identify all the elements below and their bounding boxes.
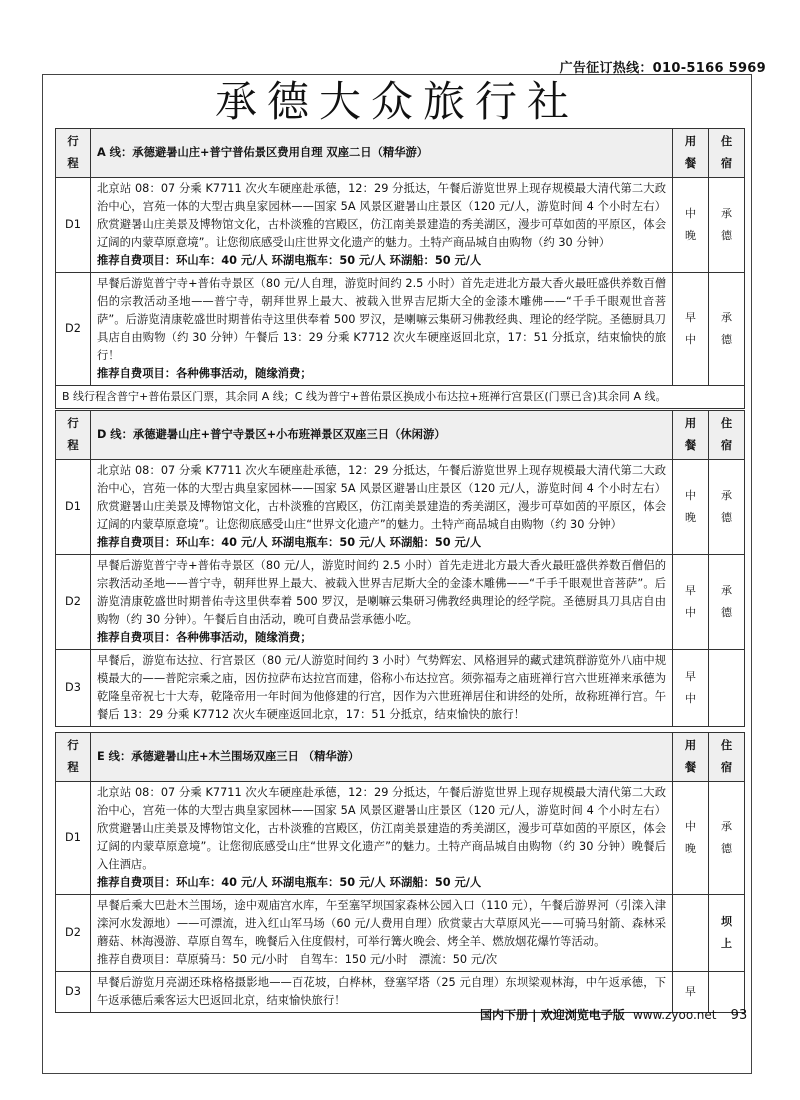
day-description [91, 650, 673, 727]
route-d-table [55, 410, 745, 727]
itinerary-header: 行程 [56, 129, 91, 178]
lodging-cell: 坝上 [709, 895, 745, 972]
day-text: 早餐后，游览布达拉、行宫景区（80 元/人游览时间约 3 小时）气势辉宏、风格迥异的藏式建筑群游览外八庙中规模最大的——普陀宗乘之庙，因仿拉萨布达拉宫而建，俗称小布达拉宫。须弥福寿之庙班禅行宫六世班禅来承德为乾隆皇帝祝七十大寿，乾隆帝用一年时间为他修建的行宫，因作为六世班禅居住和讲经的处所，故称班禅行宫。午餐后 13：29 分乘 K7712 次火车硬座返回北京，17：51 分抵京，结束愉快的旅行！ [97, 654, 666, 721]
day-text: 北京站 08：07 分乘 K7711 次火车硬座赴承德，12：29 分抵达，午餐后游览世界上现存规模最大清代第二大政治中心，宫苑一体的大型古典皇家园林——国家 5A 风景区避暑山庄景区（120 元/人，游览时间 4 个小时左右）欣赏避暑山庄美景及博物馆文化，古朴淡雅的宫殿区，仿江南美景建造的秀美湖区，漫步可草如茵的平原区，体会辽阔的内蒙草原意境”。让您彻底感受山庄世界文化遗产的魅力。土特产商品城自由购物（约 30 分钟） [97, 182, 666, 249]
itinerary-header: 行程 [56, 411, 91, 460]
day-label: D1 [56, 178, 91, 273]
meals-header: 用餐 [673, 733, 709, 782]
route-note: B 线行程含普宁+普佑景区门票，其余同 A 线；C 线为普宁+普佑景区换成小布达拉+班禅行宫景区(门票已含)其余同 A 线。 [56, 386, 745, 409]
day-label: D3 [56, 650, 91, 727]
meals-cell: 中晚 [673, 782, 709, 895]
lodging-cell [709, 650, 745, 727]
page-footer [480, 1006, 747, 1023]
day-label: D2 [56, 555, 91, 650]
optional-items: 推荐自费项目：环山车：40 元/人 环湖电瓶车：50 元/人 环湖船：50 元/人 [97, 536, 482, 549]
footer-section: 国内下册 | 欢迎浏览电子版 [480, 1008, 625, 1022]
optional-items: 推荐自费项目：环山车：40 元/人 环湖电瓶车：50 元/人 环湖船：50 元/人 [97, 254, 482, 267]
optional-items: 推荐自费项目：环山车：40 元/人 环湖电瓶车：50 元/人 环湖船：50 元/人 [97, 876, 482, 889]
page-number: 93 [730, 1008, 748, 1023]
meals-cell: 早中 [673, 555, 709, 650]
lodging-header: 住宿 [709, 411, 745, 460]
day-description [91, 895, 673, 972]
day-description [91, 178, 673, 273]
day-description [91, 555, 673, 650]
lodging-cell: 承德 [709, 273, 745, 386]
meals-cell: 早中 [673, 273, 709, 386]
lodging-cell: 承德 [709, 782, 745, 895]
meals-cell: 中晚 [673, 178, 709, 273]
route-a-table [55, 128, 745, 409]
ad-hotline: 广告征订热线：010-5166 5969 [559, 61, 766, 76]
route-e-table [55, 732, 745, 1013]
day-label: D1 [56, 460, 91, 555]
meals-header: 用餐 [673, 129, 709, 178]
optional-items: 推荐自费项目：各种佛事活动，随缘消费； [97, 367, 312, 380]
day-label: D2 [56, 895, 91, 972]
day-text: 北京站 08：07 分乘 K7711 次火车硬座赴承德，12：29 分抵达，午餐后游览世界上现存规模最大清代第二大政治中心，宫苑一体的大型古典皇家园林——国家 5A 风景区避暑山庄景区（120 元/人，游览时间 4 个小时左右）欣赏避暑山庄美景及博物馆文化，古朴淡雅的宫殿区，仿江南美景建造的秀美湖区，漫步可草如茵的平原区，体会辽阔的内蒙草原意境”。让您彻底感受山庄“世界文化遗产”的魅力。土特产商品城自由购物（约 30 分钟） [97, 464, 666, 531]
route-e-title: E 线：承德避暑山庄+木兰围场双座三日 （精华游） [91, 733, 673, 782]
lodging-cell: 承德 [709, 460, 745, 555]
day-label: D3 [56, 972, 91, 1013]
lodging-cell: 承德 [709, 555, 745, 650]
day-description [91, 460, 673, 555]
lodging-cell: 承德 [709, 178, 745, 273]
itinerary-header: 行程 [56, 733, 91, 782]
lodging-header: 住宿 [709, 129, 745, 178]
lodging-header: 住宿 [709, 733, 745, 782]
meals-cell [673, 895, 709, 972]
route-a-title: A 线：承德避暑山庄+普宁普佑景区费用自理 双座二日（精华游） [91, 129, 673, 178]
day-text: 早餐后乘大巴赴木兰围场，途中观庙宫水库，午至塞罕坝国家森林公园入口（110 元），午餐后游界河（引滦入津滦河水发源地）——可漂流，进入红山军马场（60 元/人费用自理）欣赏蒙古大草原风光——可骑马射箭、森林采蘑菇、林海漫游、草原自驾车，晚餐后入住度假村，可举行篝火晚会、烤全羊、燃放烟花爆竹等活动。 [97, 899, 666, 948]
day-label: D1 [56, 782, 91, 895]
day-description [91, 782, 673, 895]
day-description [91, 273, 673, 386]
day-text: 北京站 08：07 分乘 K7711 次火车硬座赴承德，12：29 分抵达，午餐后游览世界上现存规模最大清代第二大政治中心，宫苑一体的大型古典皇家园林——国家 5A 风景区避暑山庄景区（120 元/人，游览时间 4 个小时左右）欣赏避暑山庄美景及博物馆文化，古朴淡雅的宫殿区，仿江南美景建造的秀美湖区，漫步可草如茵的平原区，体会辽阔的内蒙草原意境”。让您彻底感受山庄“世界文化遗产”的魅力。土特产商品城自由购物（约 30 分钟）晚餐后入住酒店。 [97, 786, 666, 871]
agency-title: 承德大众旅行社 [214, 77, 579, 126]
day-text: 早餐后游览普宁寺+普佑寺景区（80 元/人，游览时间约 2.5 小时）首先走进北方最大香火最旺盛供养数百僧侣的宗教活动圣地——普宁寺，朝拜世界上最大、被载入世界吉尼斯大全的金漆木雕佛——“千手千眼观世音菩萨”。后游览清康乾盛世时期普佑寺这里供奉着 500 罗汉，是喇嘛云集研习佛教经典理论的经学院。圣德厨具刀具店自由购物（约 30 分钟）。午餐后自由活动，晚可自费品尝承德小吃。 [97, 559, 666, 626]
day-text: 早餐后游览月亮湖还珠格格摄影地——百花坡，白桦林，登塞罕塔（25 元自理）东坝梁观林海，中午返承德，下午返承德后乘客运大巴返回北京，结束愉快旅行！ [97, 976, 666, 1007]
day-text: 早餐后游览普宁寺+普佑寺景区（80 元/人自理，游览时间约 2.5 小时）首先走进北方最大香火最旺盛供养数百僧侣的宗教活动圣地——普宁寺，朝拜世界上最大、被载入世界吉尼斯大全的金漆木雕佛——“千手千眼观世音菩萨”。后游览清康乾盛世时期普佑寺这里供奉着 500 罗汉，是喇嘛云集研习佛教经典、理论的经学院。圣德厨具刀具店自由购物（约 30 分钟）午餐后 13：29 分乘 K7712 次火车硬座返回北京，17：51 分抵京，结束愉快的旅行！ [97, 277, 666, 362]
day-label: D2 [56, 273, 91, 386]
meals-cell: 早 [673, 972, 709, 1013]
optional-items: 推荐自费项目：各种佛事活动，随缘消费； [97, 631, 312, 644]
meals-cell: 早中 [673, 650, 709, 727]
footer-url-link[interactable]: www.zyoo.net [632, 1008, 717, 1022]
route-d-title: D 线：承德避暑山庄+普宁寺景区+小布班禅景区双座三日（休闲游） [91, 411, 673, 460]
meals-header: 用餐 [673, 411, 709, 460]
meals-cell: 中晚 [673, 460, 709, 555]
optional-items: 推荐自费项目：草原骑马：50 元/小时 自驾车：150 元/小时 漂流：50 元/次 [97, 953, 498, 966]
